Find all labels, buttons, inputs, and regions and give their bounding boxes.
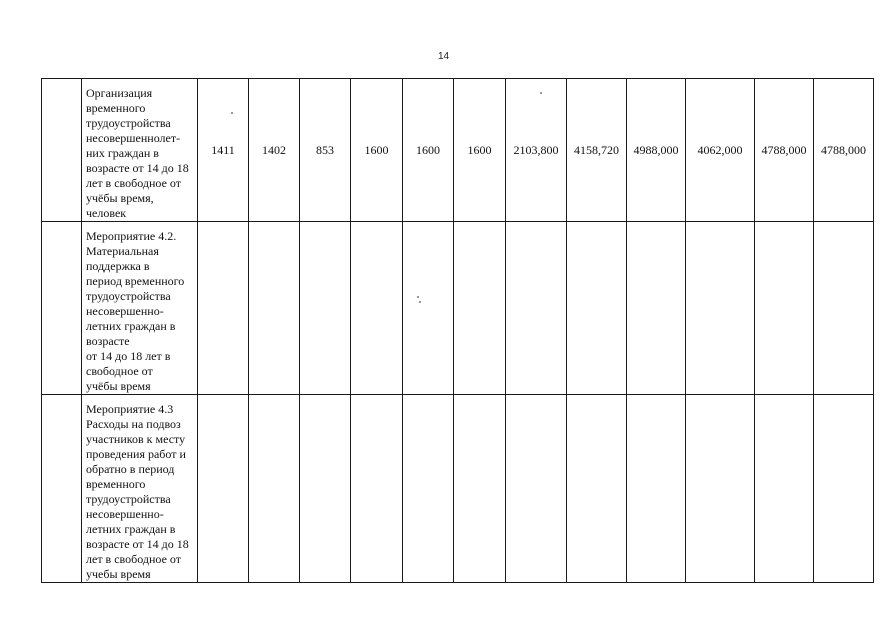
value-cell: [686, 395, 755, 583]
value-cell: [567, 395, 627, 583]
row-name-cell: [82, 222, 198, 395]
row-name-line: учёбы время,: [86, 191, 154, 205]
row-name-line: трудоустройства: [86, 289, 171, 303]
row-name-line: человек: [86, 206, 127, 220]
row-name-line: Мероприятие 4.3: [86, 402, 174, 416]
data-table: [41, 78, 874, 583]
value-cell: [814, 222, 874, 395]
table-row: [42, 222, 874, 395]
value-cell: 1600: [403, 79, 454, 222]
value-cell: 853: [300, 79, 351, 222]
value-cell: [627, 395, 686, 583]
row-name-line: трудоустройства: [86, 116, 171, 130]
value-cell: [300, 222, 351, 395]
row-name-line: от 14 до 18 лет в: [86, 349, 171, 363]
value-cell: 4788,000: [755, 79, 814, 222]
value-cell: [403, 222, 454, 395]
page-number: 14: [437, 51, 450, 62]
value-cell: 1600: [351, 79, 403, 222]
value-cell: 1402: [249, 79, 300, 222]
table-row: [42, 79, 874, 222]
value-cell: [198, 395, 249, 583]
row-name-line: лет в свободное от: [86, 552, 181, 566]
row-name-line: участников к месту: [86, 432, 186, 446]
row-name-line: трудоустройства: [86, 492, 171, 506]
value-cell: 1600: [454, 79, 506, 222]
row-name-line: летних граждан в: [86, 522, 176, 536]
value-cell: [403, 395, 454, 583]
row-name-cell: [82, 395, 198, 583]
row-name-line: возрасте: [86, 334, 130, 348]
value-cell: [198, 222, 249, 395]
row-name-line: временного: [86, 477, 146, 491]
value-cell: [627, 222, 686, 395]
value-cell: [351, 395, 403, 583]
value-cell: [567, 222, 627, 395]
row-name-line: учебы время: [86, 567, 151, 581]
row-name-line: период временного: [86, 274, 185, 288]
value-cell: [686, 222, 755, 395]
row-index-cell: [42, 222, 82, 395]
row-index-cell: [42, 395, 82, 583]
value-cell: [351, 222, 403, 395]
value-cell: 4158,720: [567, 79, 627, 222]
value-cell: 4788,000: [814, 79, 874, 222]
row-name-line: Мероприятие 4.2.: [86, 229, 177, 243]
table-row: [42, 395, 874, 583]
row-index-cell: [42, 79, 82, 222]
row-name-line: них граждан в: [86, 146, 159, 160]
row-name-line: свободное от: [86, 364, 153, 378]
value-cell: [506, 222, 567, 395]
value-cell: [755, 395, 814, 583]
row-name-line: возрасте от 14 до 18: [86, 161, 189, 175]
value-cell: [249, 222, 300, 395]
value-cell: 4988,000: [627, 79, 686, 222]
row-name-line: проведения работ и: [86, 447, 186, 461]
value-cell: 2103,800: [506, 79, 567, 222]
value-cell: [506, 395, 567, 583]
scan-speck: [417, 296, 419, 298]
scan-speck: [231, 112, 233, 114]
row-name-line: Организация: [86, 86, 153, 100]
row-name-line: временного: [86, 101, 146, 115]
row-name-line: обратно в период: [86, 462, 175, 476]
value-cell: [814, 395, 874, 583]
row-name-line: лет в свободное от: [86, 176, 181, 190]
scan-speck: [419, 301, 421, 303]
row-name-line: учёбы время: [86, 379, 151, 393]
value-cell: [755, 222, 814, 395]
value-cell: [249, 395, 300, 583]
row-name-line: несовершеннолет-: [86, 131, 181, 145]
value-cell: [454, 222, 506, 395]
row-name-line: летних граждан в: [86, 319, 176, 333]
scan-speck: [540, 92, 542, 94]
row-name-line: несовершенно-: [86, 507, 164, 521]
row-name-line: Материальная: [86, 244, 159, 258]
value-cell: [300, 395, 351, 583]
value-cell: 4062,000: [686, 79, 755, 222]
row-name-line: Расходы на подвоз: [86, 417, 181, 431]
row-name-line: поддержка в: [86, 259, 150, 273]
value-cell: 1411: [198, 79, 249, 222]
row-name-line: возрасте от 14 до 18: [86, 537, 189, 551]
row-name-line: несовершенно-: [86, 304, 164, 318]
value-cell: [454, 395, 506, 583]
row-name-cell: [82, 79, 198, 222]
